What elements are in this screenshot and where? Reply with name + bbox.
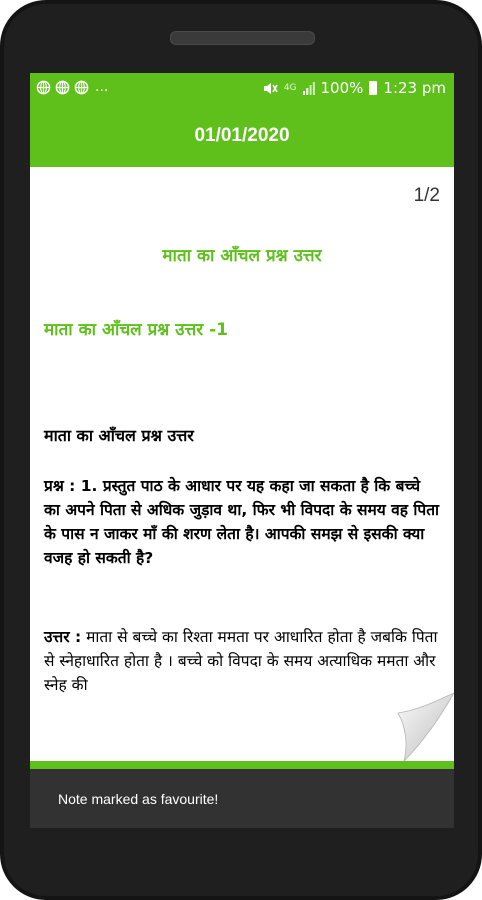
overflow-indicator: ... <box>95 79 109 95</box>
network-type-label: 4G <box>283 83 297 93</box>
battery-percent: 100% <box>320 79 364 97</box>
app-bar <box>30 105 454 167</box>
clock: 1:23 pm <box>383 79 446 97</box>
content-subtitle: माता का आँचल प्रश्न उत्तर -1 <box>44 320 229 340</box>
bottom-accent-bar <box>30 761 454 769</box>
signal-icon <box>303 81 315 95</box>
content-title: माता का आँचल प्रश्न उत्तर <box>162 246 322 266</box>
answer-paragraph <box>44 625 440 697</box>
screen <box>30 73 454 828</box>
answer-label: उत्तर : <box>44 628 82 646</box>
note-content[interactable] <box>30 167 454 761</box>
page-curl-icon[interactable] <box>392 691 454 761</box>
snackbar-message: Note marked as favourite! <box>58 790 219 807</box>
snackbar <box>30 769 454 828</box>
mute-icon <box>262 81 278 96</box>
phone-speaker <box>170 31 315 45</box>
page-indicator: 1/2 <box>413 185 440 206</box>
globe-icon <box>55 80 70 95</box>
question-text: प्रश्न : 1. प्रस्तुत पाठ के आधार पर यह कहा जा सकता है कि बच्चे का अपने पिता से अधिक जुड़ाव था, फिर भी विपदा के समय वह पिता के पास न जाकर माँ की शरण लेता है। आपकी समझ से इसकी क्या वजह हो सकती है? <box>44 477 440 567</box>
battery-icon <box>369 81 377 95</box>
content-heading: माता का आँचल प्रश्न उत्तर <box>44 426 194 445</box>
notification-area <box>36 79 108 95</box>
system-icons <box>262 79 446 97</box>
globe-icon <box>74 80 89 95</box>
globe-icon <box>36 80 51 95</box>
status-bar <box>30 73 454 105</box>
answer-text: माता से बच्चे का रिश्ता ममता पर आधारित होता है जबकि पिता से स्नेहाधारित होता है । बच्चे को विपदा के समय अत्याधिक ममता और स्नेह की <box>44 628 438 694</box>
app-bar-title: 01/01/2020 <box>194 125 290 146</box>
